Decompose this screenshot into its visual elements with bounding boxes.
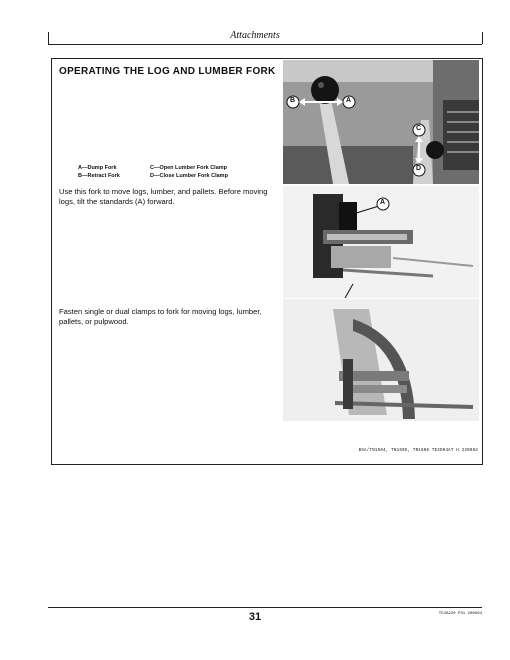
header-rule	[48, 44, 482, 45]
control-lever-photo	[283, 60, 479, 184]
page-number: 31	[248, 611, 262, 623]
figure-label-d: D	[416, 165, 422, 172]
figure-label-c: C	[416, 125, 422, 132]
instruction-paragraph-2: Fasten single or dual clamps to fork for moving logs, lumber, pallets, or pulpwood.	[59, 307, 262, 326]
fork-clamp-photo	[283, 299, 479, 421]
tilted-standards-photo	[283, 186, 479, 298]
legend-column-left	[78, 164, 120, 180]
section-title: OPERATING THE LOG AND LUMBER FORK	[59, 66, 276, 77]
figure-label-a-standards: A	[380, 199, 386, 206]
legend-item-b: B—Retract Fork	[78, 173, 120, 179]
legend-item-a: A—Dump Fork	[78, 165, 117, 171]
page-header-title: Attachments	[230, 30, 280, 41]
footer-rule	[48, 607, 482, 608]
figure-label-a: A	[346, 97, 352, 104]
figure-label-b: B	[290, 97, 296, 104]
instruction-paragraph-1: Use this fork to move logs, lumber, and pallets. Before moving logs, tilt the standards (A) forward.	[59, 187, 268, 206]
legend-item-d: D—Close Lumber Fork Clamp	[150, 173, 228, 179]
footer-code: TE2A220 P31 200694	[438, 612, 482, 616]
legend-item-c: C—Open Lumber Fork Clamp	[150, 165, 228, 171]
figure-caption: BSA/TN1504, TN1605, TN1606 TE2D04AT H 230983	[358, 449, 478, 453]
legend-column-right	[150, 164, 228, 180]
